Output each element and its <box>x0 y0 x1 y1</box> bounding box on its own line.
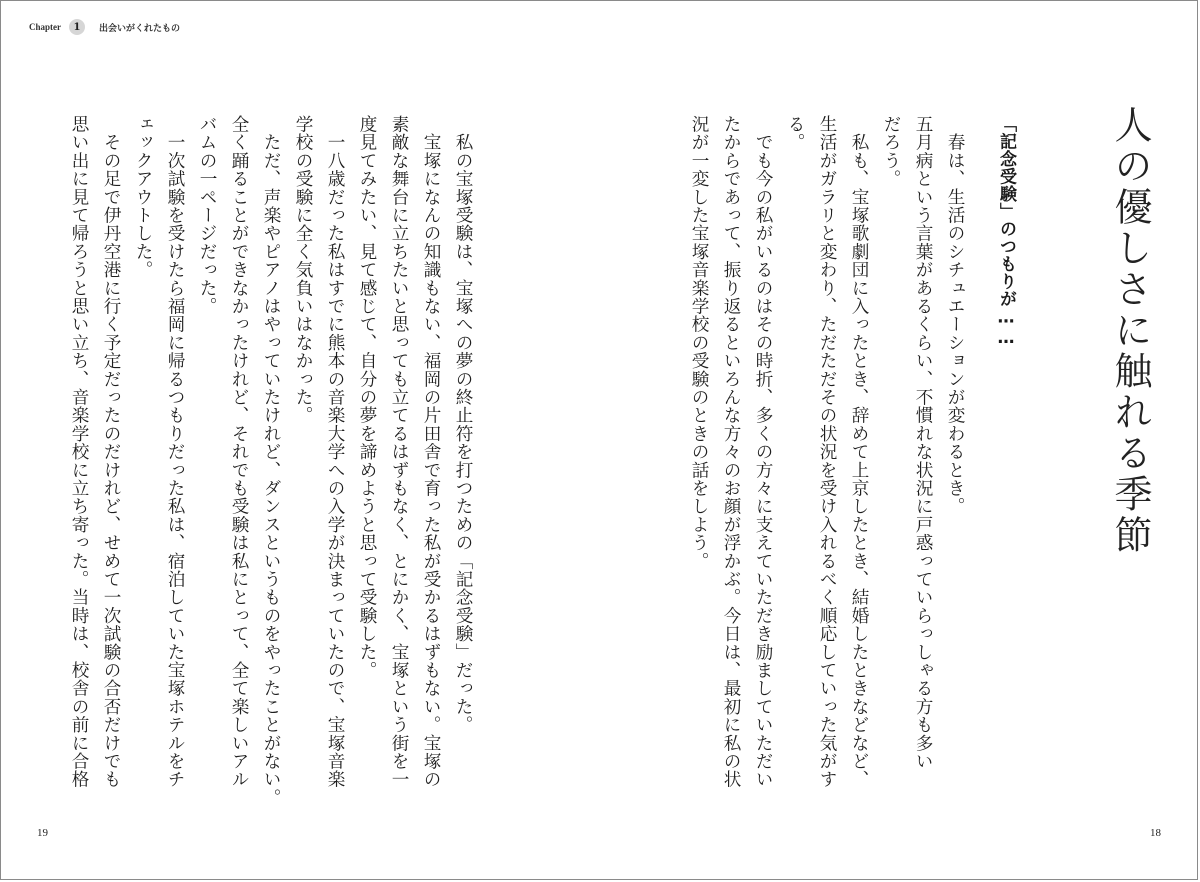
chapter-number-badge: 1 <box>69 19 85 35</box>
body-column: その足で伊丹空港に行く予定だったのだけれど、せめて一次試験の合否だけでも <box>101 115 121 789</box>
body-column: 春は、生活のシチュエーションが変わるとき。 <box>945 115 965 516</box>
page-number-left: 19 <box>37 827 48 839</box>
body-column: たからであって、振り返るといろんな方々のお顔が浮かぶ。今日は、最初に私の状 <box>721 115 741 789</box>
body-column: 全く踊ることができなかったけれど、それでも受験は私にとって、全て楽しいアル <box>229 115 249 789</box>
body-column: バムの一ページだった。 <box>197 115 217 316</box>
chapter-label: Chapter <box>29 22 61 32</box>
running-head <box>29 19 180 35</box>
body-column: 五月病という言葉があるくらい、不慣れな状況に戸惑っていらっしゃる方も多い <box>913 115 933 771</box>
body-column: ただ、声楽やピアノはやっていたけれど、ダンスというものをやったことがない。 <box>261 115 281 807</box>
body-column: 私の宝塚受験は、宝塚への夢の終止符を打つための「記念受験」だった。 <box>453 115 473 734</box>
body-column: 学校の受験に全く気負いはなかった。 <box>293 115 313 425</box>
body-column: 況が一変した宝塚音楽学校の受験のときの話をしよう。 <box>689 115 709 570</box>
body-column: ェックアウトした。 <box>133 115 153 279</box>
body-column: 生活がガラリと変わり、ただただその状況を受け入れるべく順応していった気がす <box>817 115 837 789</box>
body-column: 私も、宝塚歌劇団に入ったとき、辞めて上京したとき、結婚したときなどなど、 <box>849 115 869 789</box>
body-column: でも今の私がいるのはその時折、多くの方々に支えていただき励ましていただい <box>753 115 773 789</box>
body-column: 思い出に見て帰ろうと思い立ち、音楽学校に立ち寄った。当時は、校舎の前に合格 <box>69 115 89 789</box>
body-column: 宝塚になんの知識もない、福岡の片田舎で育った私が受かるはずもない。宝塚の <box>421 115 441 789</box>
section-title: 人の優しさに触れる季節 <box>1108 105 1152 556</box>
page-number-right: 18 <box>1150 827 1161 839</box>
body-column: 一次試験を受けたら福岡に帰るつもりだった私は、宿泊していた宝塚ホテルをチ <box>165 115 185 789</box>
section-subheading: 「記念受験」のつもりが…… <box>996 115 1016 349</box>
body-column: 素敵な舞台に立ちたいと思っても立てるはずもなく、とにかく、宝塚という街を一 <box>389 115 409 789</box>
body-column: 度見てみたい、見て感じて、自分の夢を諦めようと思って受験した。 <box>357 115 377 680</box>
body-column: る。 <box>785 115 805 152</box>
body-column: だろう。 <box>881 115 901 188</box>
body-column: 一八歳だった私はすでに熊本の音楽大学への入学が決まっていたので、宝塚音楽 <box>325 115 345 789</box>
chapter-title: 出会いがくれたもの <box>99 23 181 34</box>
